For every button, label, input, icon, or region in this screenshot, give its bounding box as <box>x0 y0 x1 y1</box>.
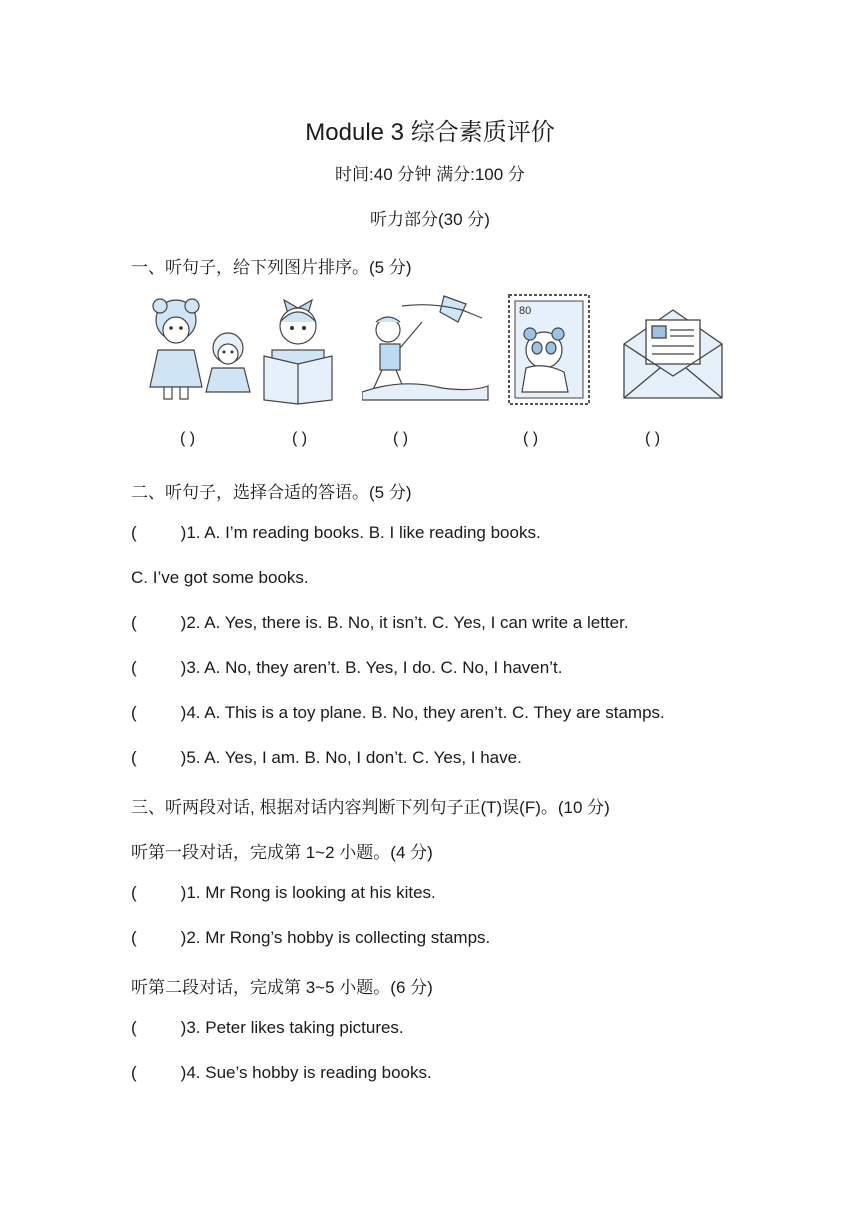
kite-boy-picture <box>362 292 490 407</box>
page-title: Module 3 综合素质评价 <box>305 119 555 146</box>
question-3-2: ( )2. Mr Rong’s hobby is collecting stamps. <box>131 928 491 947</box>
question-3-3: ( )3. Peter likes taking pictures. <box>131 1018 404 1037</box>
picture-row <box>140 292 740 407</box>
question-2-2: ( )2. A. Yes, there is. B. No, it isn’t. C. Yes, I can write a letter. <box>131 613 629 632</box>
question-2-5: ( )5. A. Yes, I am. B. No, I don’t. C. Yes, I have. <box>131 748 522 767</box>
section2-heading: 二、听句子，选择合适的答语。(5 分) <box>131 483 412 502</box>
question-2-3: ( )3. A. No, they aren’t. B. Yes, I do. C. No, I haven’t. <box>131 658 563 677</box>
order-blank-5[interactable]: ( ) <box>645 430 661 447</box>
question-2-1: ( )1. A. I’m reading books. B. I like reading books. <box>131 523 541 542</box>
section3-heading: 三、听两段对话, 根据对话内容判断下列句子正(T)误(F)。(10 分) <box>131 798 610 817</box>
question-2-1-continued: C. I’ve got some books. <box>131 568 309 587</box>
dialog2-instruction: 听第二段对话，完成第 3~5 小题。(6 分) <box>131 978 433 997</box>
question-2-4: ( )4. A. This is a toy plane. B. No, they aren’t. C. They are stamps. <box>131 703 665 722</box>
stamp-value: 80 <box>519 305 532 317</box>
question-3-4: ( )4. Sue’s hobby is reading books. <box>131 1063 432 1082</box>
panda-stamp-picture <box>506 292 592 407</box>
dolls-picture <box>146 292 254 407</box>
reading-girl-picture <box>258 292 338 407</box>
envelope-letter-picture <box>618 292 728 407</box>
order-blank-3[interactable]: ( ) <box>393 430 409 447</box>
dialog1-instruction: 听第一段对话，完成第 1~2 小题。(4 分) <box>131 843 433 862</box>
order-blank-4[interactable]: ( ) <box>523 430 539 447</box>
order-blank-1[interactable]: ( ) <box>180 430 196 447</box>
section1-heading: 一、听句子，给下列图片排序。(5 分) <box>131 258 412 277</box>
exam-meta: 时间:40 分钟 满分:100 分 <box>335 165 525 184</box>
order-blank-2[interactable]: ( ) <box>292 430 308 447</box>
section-part-title: 听力部分(30 分) <box>370 210 490 229</box>
question-3-1: ( )1. Mr Rong is looking at his kites. <box>131 883 436 902</box>
